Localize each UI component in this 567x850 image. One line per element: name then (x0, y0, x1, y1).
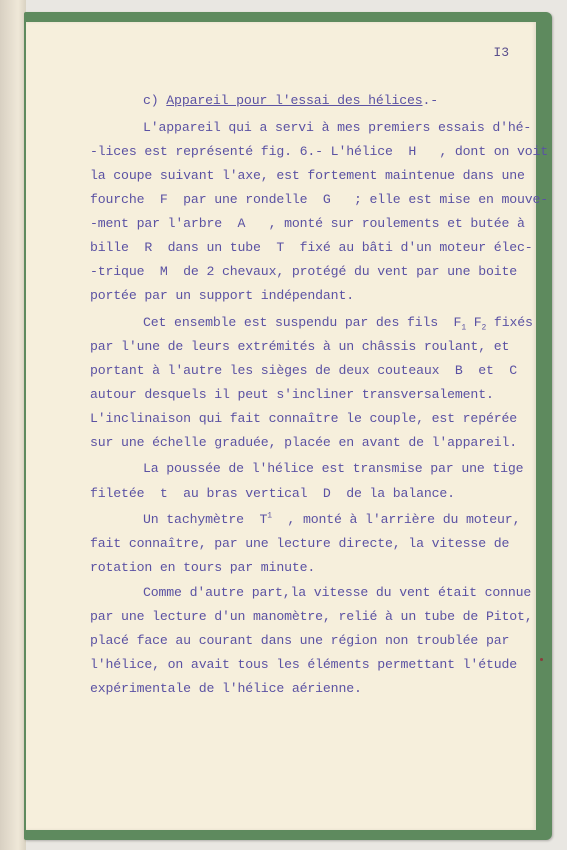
text-line-14: sur une échelle graduée, placée en avant de l'appareil. (90, 435, 518, 450)
line17-superscript: 1 (267, 511, 272, 521)
text-line-20: Comme d'autre part,la vitesse du vent était connue (143, 585, 532, 600)
text-line-10: par l'une de leurs extrémités à un châssis roulant, et (90, 339, 510, 354)
heading-suffix: .- (422, 93, 439, 108)
line9-subscript-1: 1 (461, 323, 466, 333)
line9-subscript-2: 2 (481, 323, 487, 333)
line9-mid: F (465, 315, 482, 330)
line9-post: fixés (486, 315, 533, 330)
line17-post: , monté à l'arrière du moteur, (271, 512, 521, 527)
text-line-4: fourche F par une rondelle G ; elle est mise en mouve- (90, 192, 549, 207)
line17-pre: Un tachymètre T (143, 512, 268, 527)
text-line-16: filetée t au bras vertical D de la balance. (90, 486, 455, 501)
text-line-3: la coupe suivant l'axe, est fortement maintenue dans une (90, 168, 525, 183)
text-line-9 (143, 313, 536, 333)
text-line-18: fait connaître, par une lecture directe, la vitesse de (90, 536, 510, 551)
text-line-19: rotation en tours par minute. (90, 560, 316, 575)
text-line-2: -lices est représenté fig. 6.- L'hélice H , dont on voit (90, 144, 549, 159)
page-number: I3 (493, 45, 509, 60)
text-line-17 (143, 510, 536, 530)
text-line-22: placé face au courant dans une région non troublée par (90, 633, 510, 648)
text-line-11: portant à l'autre les sièges de deux couteaux B et C (90, 363, 518, 378)
text-line-21: par une lecture d'un manomètre, relié à un tube de Pitot, (90, 609, 533, 624)
text-line-23: l'hélice, on avait tous les éléments permettant l'étude (90, 657, 518, 672)
text-line-24: expérimentale de l'hélice aérienne. (90, 681, 362, 696)
text-line-8: portée par un support indépendant. (90, 288, 354, 303)
paper-speck (540, 658, 543, 661)
text-line-1: L'appareil qui a servi à mes premiers essais d'hé- (143, 120, 532, 135)
text-line-7: -trique M de 2 chevaux, protégé du vent par une boite (90, 264, 518, 279)
section-heading (143, 91, 536, 111)
text-line-13: L'inclinaison qui fait connaître le couple, est repérée (90, 411, 518, 426)
heading-prefix: c) (143, 93, 167, 108)
text-line-6: bille R dans un tube T fixé au bâti d'un moteur élec- (90, 240, 533, 255)
line9-pre: Cet ensemble est suspendu par des fils F (143, 315, 462, 330)
text-line-15: La poussée de l'hélice est transmise par une tige (143, 461, 524, 476)
heading-title: Appareil pour l'essai des hélices (166, 93, 423, 108)
text-line-5: -ment par l'arbre A , monté sur roulements et butée à (90, 216, 525, 231)
adjacent-page-edge (0, 0, 26, 850)
text-line-12: autour desquels il peut s'incliner transversalement. (90, 387, 494, 402)
